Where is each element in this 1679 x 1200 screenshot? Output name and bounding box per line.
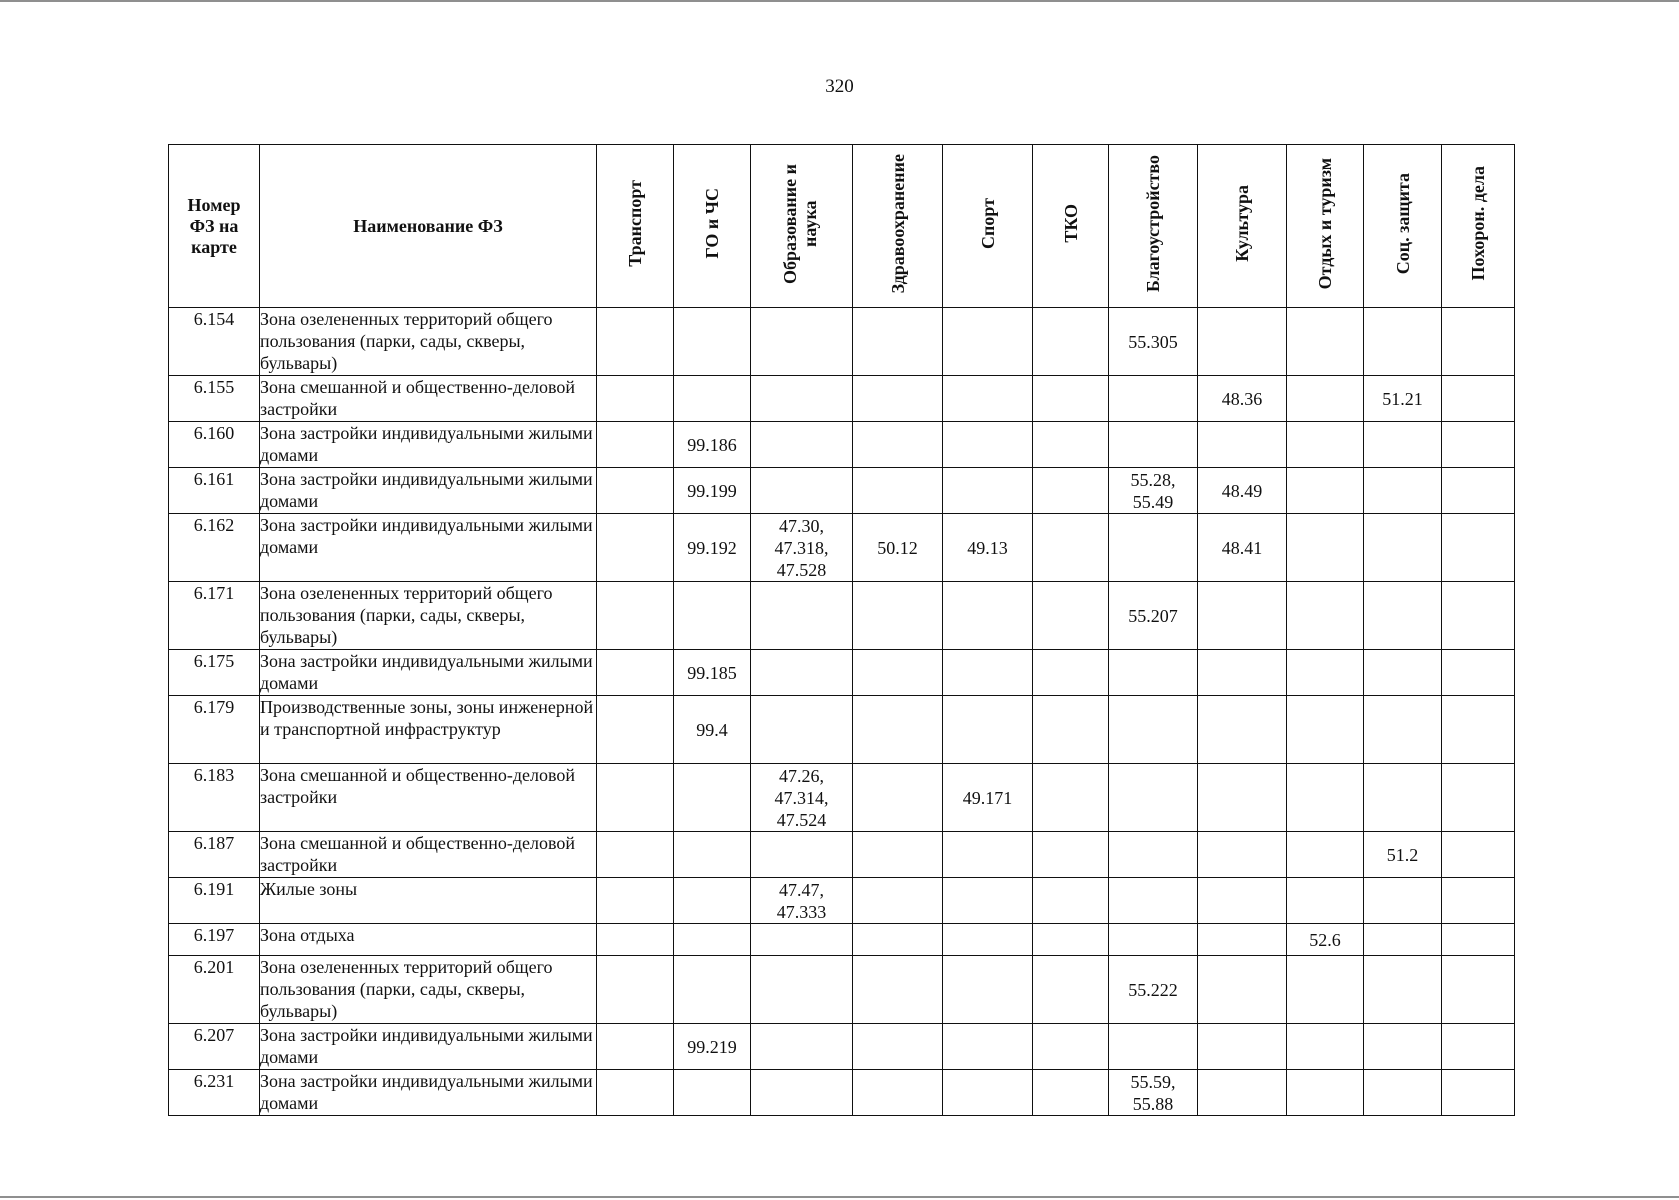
cell-transport xyxy=(597,468,674,514)
cell-health xyxy=(853,832,943,878)
cell-transport xyxy=(597,650,674,696)
table-row xyxy=(169,422,1515,468)
cell-education xyxy=(751,376,853,422)
header-funeral: Похорон. дела xyxy=(1442,145,1515,308)
cell-education xyxy=(751,696,853,764)
cell-health xyxy=(853,376,943,422)
cell-name: Зона застройки индивидуальными жилыми домами xyxy=(260,422,597,468)
cell-improvement xyxy=(1109,878,1198,924)
cell-improvement xyxy=(1109,422,1198,468)
cell-name: Зона застройки индивидуальными жилыми домами xyxy=(260,514,597,582)
cell-culture xyxy=(1198,696,1287,764)
cell-number: 6.160 xyxy=(169,422,260,468)
cell-number: 6.201 xyxy=(169,956,260,1024)
cell-recreation xyxy=(1287,1024,1364,1070)
cell-tko xyxy=(1033,376,1109,422)
cell-transport xyxy=(597,832,674,878)
cell-number: 6.161 xyxy=(169,468,260,514)
cell-health xyxy=(853,582,943,650)
cell-recreation xyxy=(1287,878,1364,924)
table-row xyxy=(169,308,1515,376)
cell-tko xyxy=(1033,1024,1109,1070)
cell-name: Зона застройки индивидуальными жилыми домами xyxy=(260,650,597,696)
cell-culture xyxy=(1198,878,1287,924)
cell-go-chs xyxy=(674,582,751,650)
cell-funeral xyxy=(1442,422,1515,468)
cell-social xyxy=(1364,956,1442,1024)
cell-recreation xyxy=(1287,582,1364,650)
header-sport: Спорт xyxy=(943,145,1033,308)
cell-transport xyxy=(597,376,674,422)
cell-improvement xyxy=(1109,376,1198,422)
cell-social xyxy=(1364,650,1442,696)
cell-tko xyxy=(1033,514,1109,582)
cell-go-chs: 99.219 xyxy=(674,1024,751,1070)
cell-number: 6.187 xyxy=(169,832,260,878)
cell-improvement xyxy=(1109,1024,1198,1070)
cell-go-chs xyxy=(674,832,751,878)
header-improvement: Благоустройство xyxy=(1109,145,1198,308)
cell-health: 50.12 xyxy=(853,514,943,582)
cell-tko xyxy=(1033,650,1109,696)
table-row xyxy=(169,878,1515,924)
cell-improvement: 55.59, 55.88 xyxy=(1109,1070,1198,1116)
cell-culture xyxy=(1198,422,1287,468)
cell-name: Зона озелененных территорий общего пользования (парки, сады, скверы, бульвары) xyxy=(260,582,597,650)
table-row xyxy=(169,764,1515,832)
cell-culture xyxy=(1198,924,1287,956)
header-name: Наименование ФЗ xyxy=(260,145,597,308)
header-health: Здравоохранение xyxy=(853,145,943,308)
cell-funeral xyxy=(1442,650,1515,696)
cell-funeral xyxy=(1442,696,1515,764)
cell-recreation xyxy=(1287,422,1364,468)
cell-education xyxy=(751,1070,853,1116)
cell-go-chs: 99.192 xyxy=(674,514,751,582)
cell-recreation: 52.6 xyxy=(1287,924,1364,956)
cell-sport: 49.171 xyxy=(943,764,1033,832)
cell-recreation xyxy=(1287,1070,1364,1116)
header-culture: Культура xyxy=(1198,145,1287,308)
cell-improvement xyxy=(1109,514,1198,582)
cell-tko xyxy=(1033,956,1109,1024)
cell-number: 6.207 xyxy=(169,1024,260,1070)
cell-name: Зона озелененных территорий общего пользования (парки, сады, скверы, бульвары) xyxy=(260,956,597,1024)
cell-transport xyxy=(597,878,674,924)
cell-recreation xyxy=(1287,376,1364,422)
cell-go-chs: 99.4 xyxy=(674,696,751,764)
cell-recreation xyxy=(1287,514,1364,582)
cell-tko xyxy=(1033,696,1109,764)
cell-number: 6.191 xyxy=(169,878,260,924)
cell-sport xyxy=(943,832,1033,878)
cell-sport xyxy=(943,1070,1033,1116)
cell-tko xyxy=(1033,1070,1109,1116)
cell-go-chs xyxy=(674,308,751,376)
cell-sport xyxy=(943,468,1033,514)
cell-culture xyxy=(1198,832,1287,878)
cell-go-chs xyxy=(674,956,751,1024)
cell-number: 6.183 xyxy=(169,764,260,832)
cell-transport xyxy=(597,514,674,582)
cell-social xyxy=(1364,514,1442,582)
cell-funeral xyxy=(1442,924,1515,956)
table-row xyxy=(169,696,1515,764)
page-number: 320 xyxy=(825,76,854,97)
cell-education xyxy=(751,924,853,956)
cell-tko xyxy=(1033,764,1109,832)
cell-recreation xyxy=(1287,956,1364,1024)
cell-sport: 49.13 xyxy=(943,514,1033,582)
cell-tko xyxy=(1033,924,1109,956)
cell-culture xyxy=(1198,764,1287,832)
cell-improvement: 55.28, 55.49 xyxy=(1109,468,1198,514)
cell-number: 6.231 xyxy=(169,1070,260,1116)
cell-recreation xyxy=(1287,764,1364,832)
cell-social: 51.21 xyxy=(1364,376,1442,422)
cell-sport xyxy=(943,376,1033,422)
cell-funeral xyxy=(1442,468,1515,514)
cell-health xyxy=(853,422,943,468)
cell-social xyxy=(1364,878,1442,924)
cell-number: 6.171 xyxy=(169,582,260,650)
cell-recreation xyxy=(1287,308,1364,376)
cell-number: 6.155 xyxy=(169,376,260,422)
cell-culture xyxy=(1198,650,1287,696)
cell-health xyxy=(853,1024,943,1070)
cell-funeral xyxy=(1442,514,1515,582)
scan-edge-top xyxy=(0,0,1679,2)
cell-name: Зона озелененных территорий общего пользования (парки, сады, скверы, бульвары) xyxy=(260,308,597,376)
cell-name: Производственные зоны, зоны инженерной и транспортной инфраструктур xyxy=(260,696,597,764)
cell-name: Зона отдыха xyxy=(260,924,597,956)
cell-social xyxy=(1364,582,1442,650)
cell-name: Зона застройки индивидуальными жилыми домами xyxy=(260,468,597,514)
cell-sport xyxy=(943,422,1033,468)
cell-tko xyxy=(1033,582,1109,650)
cell-social xyxy=(1364,468,1442,514)
cell-go-chs xyxy=(674,924,751,956)
cell-transport xyxy=(597,1024,674,1070)
cell-health xyxy=(853,468,943,514)
table-row xyxy=(169,582,1515,650)
cell-transport xyxy=(597,696,674,764)
cell-health xyxy=(853,924,943,956)
cell-culture: 48.36 xyxy=(1198,376,1287,422)
cell-name: Зона застройки индивидуальными жилыми домами xyxy=(260,1070,597,1116)
cell-improvement xyxy=(1109,764,1198,832)
cell-sport xyxy=(943,308,1033,376)
cell-sport xyxy=(943,924,1033,956)
cell-education xyxy=(751,956,853,1024)
cell-transport xyxy=(597,422,674,468)
cell-social xyxy=(1364,1070,1442,1116)
header-go-chs: ГО и ЧС xyxy=(674,145,751,308)
cell-social: 51.2 xyxy=(1364,832,1442,878)
cell-health xyxy=(853,1070,943,1116)
table-row xyxy=(169,1070,1515,1116)
table-row xyxy=(169,376,1515,422)
cell-tko xyxy=(1033,308,1109,376)
cell-funeral xyxy=(1442,764,1515,832)
cell-recreation xyxy=(1287,696,1364,764)
cell-improvement: 55.305 xyxy=(1109,308,1198,376)
cell-funeral xyxy=(1442,376,1515,422)
cell-social xyxy=(1364,764,1442,832)
cell-funeral xyxy=(1442,878,1515,924)
fz-table xyxy=(168,144,1515,1116)
cell-culture: 48.49 xyxy=(1198,468,1287,514)
cell-education xyxy=(751,582,853,650)
cell-go-chs xyxy=(674,878,751,924)
cell-funeral xyxy=(1442,308,1515,376)
header-social: Соц. защита xyxy=(1364,145,1442,308)
cell-education xyxy=(751,832,853,878)
header-row xyxy=(169,145,1515,308)
table-row xyxy=(169,1024,1515,1070)
cell-name: Зона смешанной и общественно-деловой застройки xyxy=(260,832,597,878)
cell-social xyxy=(1364,924,1442,956)
cell-recreation xyxy=(1287,650,1364,696)
cell-go-chs: 99.186 xyxy=(674,422,751,468)
cell-transport xyxy=(597,956,674,1024)
cell-improvement xyxy=(1109,650,1198,696)
cell-go-chs xyxy=(674,1070,751,1116)
cell-health xyxy=(853,878,943,924)
header-number: Номер ФЗ на карте xyxy=(169,145,260,308)
cell-health xyxy=(853,956,943,1024)
cell-recreation xyxy=(1287,468,1364,514)
cell-go-chs xyxy=(674,376,751,422)
cell-social xyxy=(1364,422,1442,468)
cell-funeral xyxy=(1442,956,1515,1024)
cell-sport xyxy=(943,878,1033,924)
cell-education xyxy=(751,468,853,514)
cell-culture: 48.41 xyxy=(1198,514,1287,582)
cell-name: Зона смешанной и общественно-деловой застройки xyxy=(260,764,597,832)
cell-culture xyxy=(1198,956,1287,1024)
cell-funeral xyxy=(1442,582,1515,650)
cell-transport xyxy=(597,308,674,376)
cell-sport xyxy=(943,650,1033,696)
cell-number: 6.179 xyxy=(169,696,260,764)
cell-go-chs: 99.199 xyxy=(674,468,751,514)
cell-go-chs: 99.185 xyxy=(674,650,751,696)
cell-improvement xyxy=(1109,832,1198,878)
cell-culture xyxy=(1198,1070,1287,1116)
cell-health xyxy=(853,696,943,764)
cell-culture xyxy=(1198,308,1287,376)
cell-recreation xyxy=(1287,832,1364,878)
cell-education xyxy=(751,308,853,376)
table-row xyxy=(169,832,1515,878)
cell-health xyxy=(853,650,943,696)
cell-sport xyxy=(943,582,1033,650)
table-row xyxy=(169,468,1515,514)
cell-number: 6.197 xyxy=(169,924,260,956)
cell-culture xyxy=(1198,1024,1287,1070)
cell-improvement xyxy=(1109,924,1198,956)
table-row xyxy=(169,924,1515,956)
cell-social xyxy=(1364,1024,1442,1070)
cell-health xyxy=(853,308,943,376)
cell-transport xyxy=(597,582,674,650)
cell-education xyxy=(751,650,853,696)
cell-transport xyxy=(597,924,674,956)
cell-education: 47.30, 47.318, 47.528 xyxy=(751,514,853,582)
cell-social xyxy=(1364,308,1442,376)
cell-culture xyxy=(1198,582,1287,650)
cell-education xyxy=(751,422,853,468)
cell-number: 6.175 xyxy=(169,650,260,696)
cell-improvement: 55.207 xyxy=(1109,582,1198,650)
cell-education: 47.26, 47.314, 47.524 xyxy=(751,764,853,832)
cell-number: 6.154 xyxy=(169,308,260,376)
cell-social xyxy=(1364,696,1442,764)
cell-improvement: 55.222 xyxy=(1109,956,1198,1024)
cell-funeral xyxy=(1442,832,1515,878)
scan-edge-bottom xyxy=(0,1196,1679,1198)
table-row xyxy=(169,650,1515,696)
cell-sport xyxy=(943,696,1033,764)
table-row xyxy=(169,514,1515,582)
table-row xyxy=(169,956,1515,1024)
cell-education: 47.47, 47.333 xyxy=(751,878,853,924)
cell-sport xyxy=(943,1024,1033,1070)
header-transport: Транспорт xyxy=(597,145,674,308)
cell-name: Жилые зоны xyxy=(260,878,597,924)
cell-number: 6.162 xyxy=(169,514,260,582)
cell-improvement xyxy=(1109,696,1198,764)
header-tko: ТКО xyxy=(1033,145,1109,308)
cell-funeral xyxy=(1442,1024,1515,1070)
cell-tko xyxy=(1033,468,1109,514)
cell-tko xyxy=(1033,878,1109,924)
cell-funeral xyxy=(1442,1070,1515,1116)
cell-tko xyxy=(1033,832,1109,878)
cell-sport xyxy=(943,956,1033,1024)
cell-tko xyxy=(1033,422,1109,468)
cell-health xyxy=(853,764,943,832)
cell-name: Зона застройки индивидуальными жилыми домами xyxy=(260,1024,597,1070)
cell-name: Зона смешанной и общественно-деловой застройки xyxy=(260,376,597,422)
cell-transport xyxy=(597,1070,674,1116)
header-recreation: Отдых и туризм xyxy=(1287,145,1364,308)
cell-education xyxy=(751,1024,853,1070)
cell-go-chs xyxy=(674,764,751,832)
cell-transport xyxy=(597,764,674,832)
header-education: Образование и наука xyxy=(751,145,853,308)
